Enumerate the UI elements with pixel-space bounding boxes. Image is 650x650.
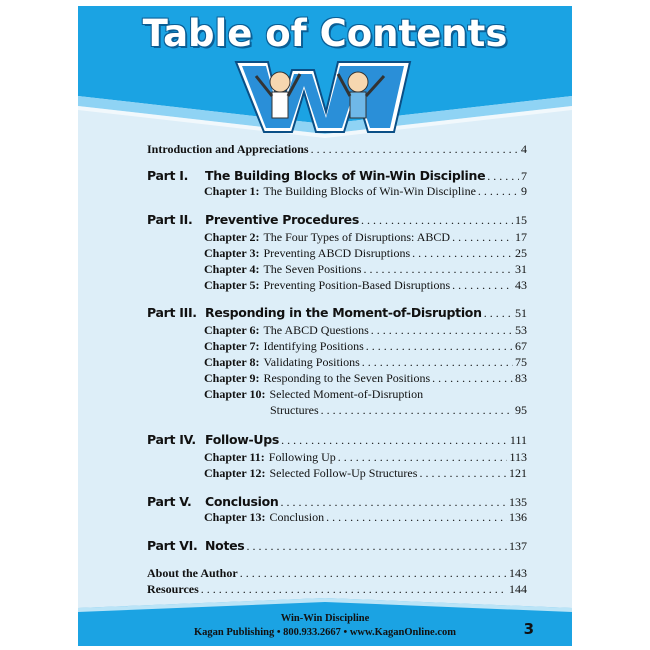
entry-label: Introduction and Appreciations [147,142,309,156]
chapter-label: Chapter 12: [204,466,266,480]
chapter-title-continued: Structures [270,403,319,417]
page-ref: 95 [515,403,527,417]
page-ref: 121 [509,466,527,480]
win-win-logo [228,52,418,138]
page-ref: 67 [515,339,527,353]
toc-entry [204,371,527,386]
footer-book-title: Win-Win Discipline [280,613,370,624]
toc-entry [204,262,527,277]
dot-leader [484,306,513,321]
dot-leader [419,466,507,481]
toc-entry [204,355,527,370]
page-ref: 144 [509,582,527,596]
page-ref: 75 [515,355,527,369]
chapter-label: Chapter 13: [204,510,266,524]
toc-entry [147,168,527,184]
toc-entry [147,432,527,448]
part-label: Part IV. [147,432,196,447]
chapter-title: Preventing ABCD Disruptions [263,246,411,260]
dot-leader [361,213,513,228]
page-ref: 143 [509,566,527,580]
dot-leader [363,262,513,277]
dot-leader [452,230,513,245]
dot-leader [338,450,508,465]
page-ref: 17 [515,230,527,244]
page-ref: 43 [515,278,527,292]
dot-leader [362,355,513,370]
part-label: Part III. [147,305,197,320]
chapter-title: Selected Follow-Up Structures [269,466,418,480]
chapter-title: Responding to the Seven Positions [263,371,431,385]
chapter-label: Chapter 6: [204,323,260,337]
dot-leader [280,495,507,510]
toc-entry [204,510,527,525]
part-label: Part I. [147,168,189,183]
toc-entry [147,566,527,581]
toc-entry [204,184,527,199]
dot-leader [240,566,507,581]
dot-leader [478,184,519,199]
part-title: Conclusion [205,494,279,509]
toc-entry [147,494,527,510]
chapter-title: Following Up [268,450,336,464]
chapter-title: Validating Positions [263,355,360,369]
page-ref: 135 [509,495,527,509]
chapter-label: Chapter 11: [204,450,265,464]
page-ref: 31 [515,262,527,276]
chapter-label: Chapter 8: [204,355,260,369]
part-title: The Building Blocks of Win-Win Discipline [205,168,486,183]
dot-leader [246,539,507,554]
toc-entry [147,212,527,228]
page-ref: 4 [521,142,527,156]
part-title: Follow-Ups [205,432,280,447]
page-ref: 83 [515,371,527,385]
chapter-label: Chapter 7: [204,339,260,353]
dot-leader [281,433,508,448]
toc-entry [147,142,527,157]
toc-entry [204,387,527,402]
dot-leader [321,403,513,418]
entry-label: About the Author [147,566,238,580]
dot-leader [201,582,507,597]
page-ref: 53 [515,323,527,337]
chapter-title: The ABCD Questions [263,323,369,337]
toc-entry [204,246,527,261]
dot-leader [432,371,513,386]
toc-entry [204,450,527,465]
toc-entry [147,538,527,554]
page-number: 3 [523,620,534,638]
page-ref: 136 [509,510,527,524]
page-ref: 7 [521,169,527,183]
part-label: Part VI. [147,538,198,553]
chapter-label: Chapter 1: [204,184,260,198]
page-ref: 111 [509,433,527,447]
page-ref: 25 [515,246,527,260]
chapter-title: Preventing Position-Based Disruptions [263,278,451,292]
chapter-label: Chapter 4: [204,262,260,276]
page-ref: 15 [515,213,527,227]
toc-entry [147,305,527,321]
dot-leader [371,323,513,338]
entry-label: Resources [147,582,199,596]
toc-page [78,6,572,646]
dot-leader [326,510,507,525]
toc-entry [204,230,527,245]
chapter-title: Conclusion [269,510,325,524]
page-ref: 113 [509,450,527,464]
part-label: Part V. [147,494,192,509]
part-label: Part II. [147,212,193,227]
toc-entry [204,278,527,293]
chapter-title: The Seven Positions [263,262,362,276]
page-ref: 137 [509,539,527,553]
chapter-label: Chapter 2: [204,230,260,244]
part-title: Responding in the Moment-of-Disruption [205,305,482,320]
toc-entry [204,339,527,354]
toc-entry [147,582,527,597]
chapter-label: Chapter 10: [204,387,266,401]
part-title: Notes [205,538,245,553]
toc-entry [204,466,527,481]
chapter-title: The Four Types of Disruptions: ABCD [263,230,451,244]
chapter-label: Chapter 5: [204,278,260,292]
chapter-title: The Building Blocks of Win-Win Discipline [263,184,476,198]
page-title: Table of Contents [142,12,508,55]
toc-entry-continued [270,403,527,418]
chapter-title: Selected Moment-of-Disruption [269,387,424,401]
page-ref: 9 [521,184,527,198]
page-ref: 51 [515,306,527,320]
dot-leader [366,339,513,354]
toc-entry [204,323,527,338]
dot-leader [487,169,519,184]
chapter-title: Identifying Positions [263,339,364,353]
chapter-label: Chapter 3: [204,246,260,260]
dot-leader [311,142,519,157]
footer-publisher: Kagan Publishing • 800.933.2667 • www.KaganOnline.com [193,627,457,638]
dot-leader [452,278,513,293]
chapter-label: Chapter 9: [204,371,260,385]
dot-leader [412,246,513,261]
part-title: Preventive Procedures [205,212,359,227]
